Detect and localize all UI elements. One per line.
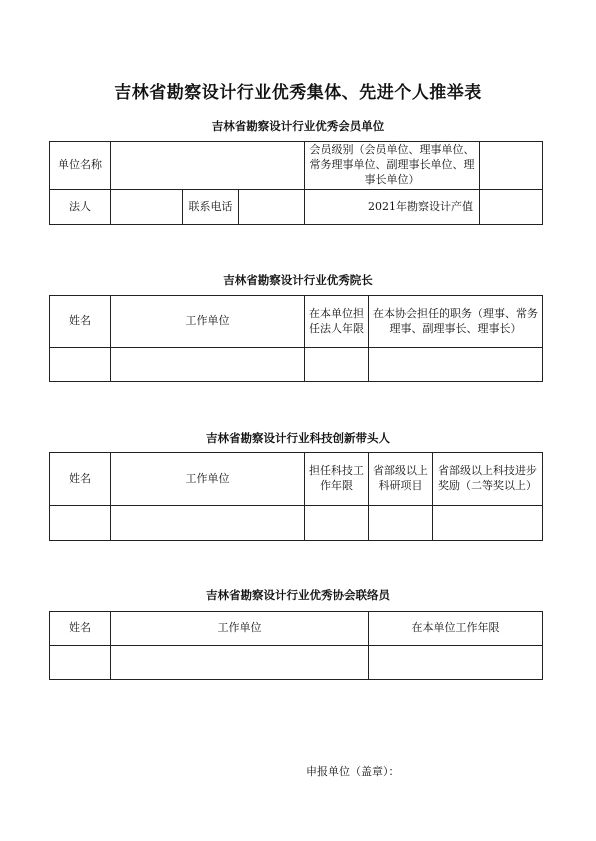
tech-years-value[interactable] (305, 506, 369, 541)
member-unit-table (49, 141, 543, 225)
president-name-value[interactable] (50, 348, 111, 382)
president-col-workplace: 工作单位 (111, 296, 305, 348)
section-heading-liaison: 吉林省勘察设计行业优秀协会联络员 (206, 588, 390, 602)
phone-value[interactable] (239, 190, 305, 225)
president-col-years: 在本单位担任法人年限 (305, 296, 369, 348)
section-heading-tech-leader: 吉林省勘察设计行业科技创新带头人 (206, 431, 390, 445)
liaison-col-workplace: 工作单位 (111, 612, 369, 646)
president-workplace-value[interactable] (111, 348, 305, 382)
tech-leader-table (49, 452, 543, 541)
unit-name-value[interactable] (111, 142, 305, 190)
tech-projects-value[interactable] (369, 506, 433, 541)
section-heading-member-unit: 吉林省勘察设计行业优秀会员单位 (211, 119, 385, 133)
legal-person-label: 法人 (50, 190, 111, 225)
section-heading-president: 吉林省勘察设计行业优秀院长 (223, 273, 373, 287)
president-col-position: 在本协会担任的职务（理事、常务理事、副理事长、理事长） (369, 296, 543, 348)
table-row (50, 348, 543, 382)
tech-col-workplace: 工作单位 (111, 453, 305, 506)
tech-workplace-value[interactable] (111, 506, 305, 541)
liaison-table (49, 611, 543, 680)
liaison-name-value[interactable] (50, 646, 111, 680)
liaison-workplace-value[interactable] (111, 646, 369, 680)
table-row (50, 646, 543, 680)
applicant-seal-label: 申报单位（盖章）： (306, 765, 400, 778)
document-title: 吉林省勘察设计行业优秀集体、先进个人推举表 (114, 83, 482, 103)
output-label: 2021年勘察设计产值 (305, 190, 480, 225)
liaison-col-years: 在本单位工作年限 (369, 612, 543, 646)
phone-label: 联系电话 (183, 190, 239, 225)
tech-awards-value[interactable] (433, 506, 543, 541)
member-level-value[interactable] (480, 142, 543, 190)
tech-col-projects: 省部级以上科研项目 (369, 453, 433, 506)
tech-col-years: 担任科技工作年限 (305, 453, 369, 506)
president-col-name: 姓名 (50, 296, 111, 348)
member-level-label: 会员级别（会员单位、理事单位、常务理事单位、副理事长单位、理事长单位） (305, 142, 480, 190)
liaison-col-name: 姓名 (50, 612, 111, 646)
table-row (50, 506, 543, 541)
tech-name-value[interactable] (50, 506, 111, 541)
tech-col-awards: 省部级以上科技进步奖励（二等奖以上） (433, 453, 543, 506)
president-years-value[interactable] (305, 348, 369, 382)
tech-col-name: 姓名 (50, 453, 111, 506)
liaison-years-value[interactable] (369, 646, 543, 680)
president-table (49, 295, 543, 382)
output-value[interactable] (480, 190, 543, 225)
legal-person-value[interactable] (111, 190, 183, 225)
unit-name-label: 单位名称 (50, 142, 111, 190)
president-position-value[interactable] (369, 348, 543, 382)
